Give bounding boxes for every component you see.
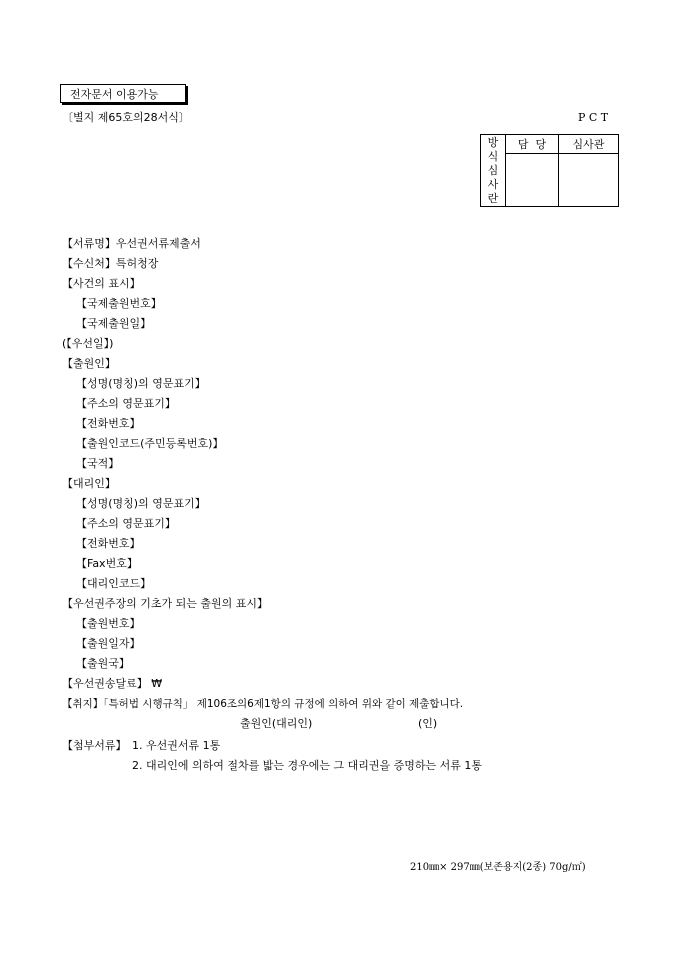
seal-mark: (인) (418, 717, 438, 730)
approval-table (480, 134, 619, 207)
applicant-signature-label: 출원인(대리인) (240, 717, 313, 730)
paper-size-note: 210㎜× 297㎜(보존용지(2종) 70g/㎡) (410, 862, 586, 873)
field-priority-basis: 【우선권주장의 기초가 되는 출원의 표시】 (62, 597, 269, 610)
attachments-label: 【첨부서류】 (62, 739, 127, 752)
form-number: 〔별지 제65호의28서식〕 (62, 111, 190, 124)
electronic-document-badge: 전자문서 이용가능 (60, 84, 186, 103)
approval-staff-cell (506, 154, 559, 207)
field-intl-application-date: 【국제출원일】 (76, 317, 152, 330)
attachment-2: 2. 대리인에 의하여 절차를 밟는 경우에는 그 대리권을 증명하는 서류 1통 (132, 759, 482, 772)
field-document-name: 【서류명】우선권서류제출서 (62, 237, 201, 250)
field-applicant-nationality: 【국적】 (76, 457, 120, 470)
approval-examiner-cell (559, 154, 619, 207)
field-priority-fee: 【우선권송달료】 ₩ (62, 677, 163, 690)
field-application-country: 【출원국】 (76, 657, 130, 670)
field-application-date: 【출원일자】 (76, 637, 141, 650)
field-applicant: 【출원인】 (62, 357, 116, 370)
field-intl-application-number: 【국제출원번호】 (76, 297, 162, 310)
field-applicant-name-en: 【성명(명칭)의 영문표기】 (76, 377, 206, 390)
approval-side-label: 방 식 심 사 란 (481, 135, 506, 207)
field-agent-name-en: 【성명(명칭)의 영문표기】 (76, 497, 206, 510)
field-applicant-phone: 【전화번호】 (76, 417, 141, 430)
field-applicant-address-en: 【주소의 영문표기】 (76, 397, 176, 410)
approval-col-staff: 담 당 (506, 135, 559, 154)
field-agent-phone: 【전화번호】 (76, 537, 141, 550)
purpose-statement: 【취지】「특허법 시행규칙」 제106조의6제1항의 규정에 의하여 위와 같이 제출합니다. (62, 698, 464, 710)
field-application-number: 【출원번호】 (76, 617, 141, 630)
field-priority-date: (【우선일】) (62, 337, 114, 350)
field-agent-fax: 【Fax번호】 (76, 557, 138, 570)
approval-col-examiner: 심사관 (559, 135, 619, 154)
field-case-display: 【사건의 표시】 (62, 277, 141, 290)
pct-label: P C T (578, 111, 609, 124)
field-applicant-code: 【출원인코드(주민등록번호)】 (76, 437, 224, 450)
field-recipient: 【수신처】특허청장 (62, 257, 159, 270)
field-agent: 【대리인】 (62, 477, 116, 490)
field-agent-address-en: 【주소의 영문표기】 (76, 517, 176, 530)
field-agent-code: 【대리인코드】 (76, 577, 152, 590)
attachment-1: 1. 우선권서류 1통 (132, 739, 221, 752)
